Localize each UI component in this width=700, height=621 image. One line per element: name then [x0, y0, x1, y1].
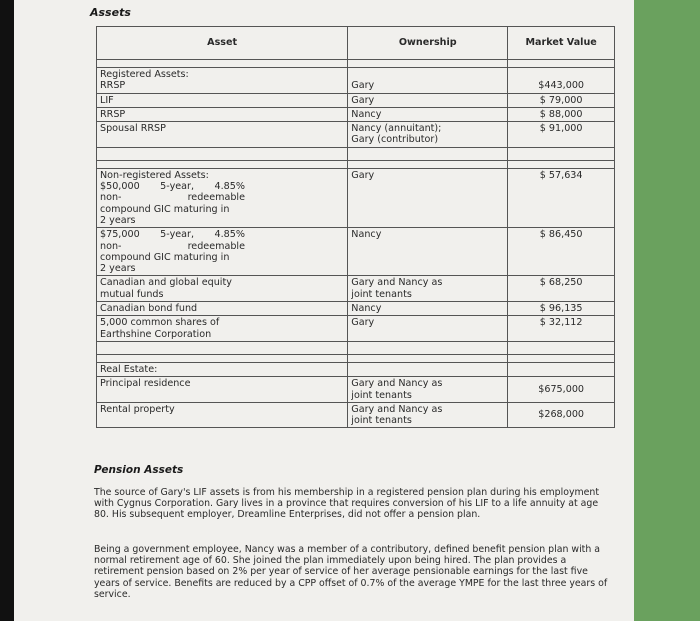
asset-cell: Rental property [97, 402, 348, 428]
ownership-cell: Gary [351, 80, 375, 92]
value-cell: $ 86,450 [508, 228, 615, 276]
pension-assets-heading: Pension Assets [94, 464, 184, 476]
table-row [97, 122, 615, 148]
table-row [97, 107, 615, 121]
background-edge-right [634, 0, 700, 621]
value-cell: $ 91,000 [508, 122, 615, 148]
table-row [97, 93, 615, 107]
table-row [97, 362, 615, 376]
table-row [97, 302, 615, 316]
ownership-cell: Nancy [348, 107, 508, 121]
table-row: Non-registered Assets: $50,000 5-year, 4.85% non- redeemable compound GIC maturing in 2 years Gary $ 57,634 [97, 168, 615, 227]
value-cell: $ 88,000 [508, 107, 615, 121]
ownership-column-header: Ownership [348, 27, 508, 60]
asset-cell: RRSP [97, 107, 348, 121]
ownership-cell: Gary [348, 316, 508, 342]
value-cell: $675,000 [508, 377, 615, 403]
ownership-cell: Nancy [348, 302, 508, 316]
value-cell: $268,000 [508, 402, 615, 428]
assets-table [96, 26, 615, 428]
real-estate-label: Real Estate: [97, 362, 348, 376]
ownership-cell: Nancy (annuitant); [351, 123, 442, 135]
registered-assets-label: Registered Assets: [100, 69, 189, 80]
assets-heading: Assets [90, 6, 131, 19]
table-row: $75,000 5-year, 4.85% non- redeemable compound GIC maturing in 2 years Nancy $ 86,450 [97, 228, 615, 276]
asset-column-header: Asset [97, 27, 348, 60]
value-cell: $ 96,135 [508, 302, 615, 316]
pension-paragraph-1: The source of Gary's LIF assets is from his membership in a registered pension plan during his employment with Cygnus Corporation. Gary lives in a province that requires conversion of his LIF to a life annuity at age 80. His subsequent employer, Dreamline Enterprises, did not offer a pension plan. [94, 487, 600, 521]
document-page [14, 0, 634, 621]
non-registered-assets-label: Non-registered Assets: [100, 169, 209, 181]
table-row: Rental property Gary and Nancy as joint tenants $268,000 [97, 402, 615, 428]
value-cell: $ 68,250 [508, 276, 615, 302]
asset-cell: Principal residence [97, 377, 348, 403]
screen-edge-left [0, 0, 14, 621]
table-row: Canadian and global equity mutual funds Gary and Nancy as joint tenants $ 68,250 [97, 276, 615, 302]
value-cell: $ 32,112 [508, 316, 615, 342]
table-header-row [97, 27, 615, 60]
asset-cell: RRSP [100, 80, 126, 92]
value-cell: $ 57,634 [508, 168, 615, 227]
ownership-cell: Nancy [348, 228, 508, 276]
ownership-cell: Gary [348, 93, 508, 107]
asset-cell: Spousal RRSP [97, 122, 348, 148]
asset-cell: Canadian bond fund [97, 302, 348, 316]
table-row: Principal residence Gary and Nancy as joint tenants $675,000 [97, 377, 615, 403]
market-value-column-header: Market Value [508, 27, 615, 60]
ownership-cell: Gary (contributor) [351, 134, 439, 146]
asset-cell: LIF [97, 93, 348, 107]
table-row: 5,000 common shares of Earthshine Corporation Gary $ 32,112 [97, 316, 615, 342]
value-cell: $ 79,000 [508, 93, 615, 107]
ownership-cell: Gary [348, 168, 508, 227]
value-cell: $443,000 [538, 80, 585, 92]
table-row [97, 68, 615, 94]
pension-paragraph-2: Being a government employee, Nancy was a member of a contributory, defined benefit pension plan with a normal retirement age of 60. She joined the plan immediately upon being hired. The plan provides a retirement pension based on 2% per year of service of her average pensionable earnings for the last five years of service. Benefits are reduced by a CPP offset of 0.7% of the average YMPE for the last three years of service. [94, 544, 608, 600]
